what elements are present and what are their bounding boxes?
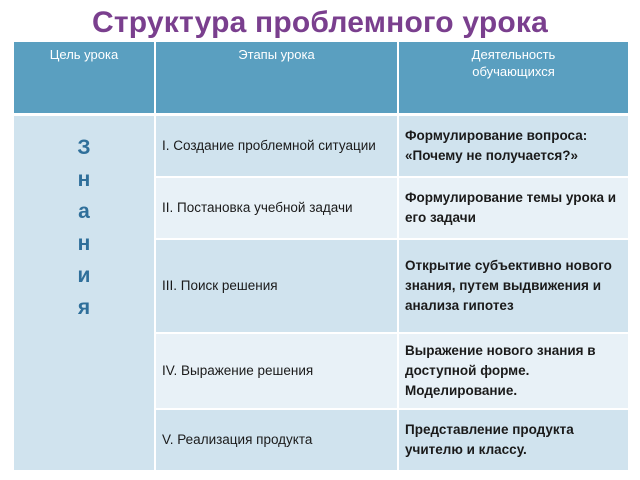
stage-cell — [155, 114, 398, 177]
goal-letter: а — [78, 199, 90, 223]
goal-letter: н — [77, 231, 91, 255]
header-goal: Цель урока — [14, 42, 155, 114]
stage-text: III. Поиск решения — [162, 277, 278, 293]
activity-cell — [398, 177, 628, 239]
activity-text: Формулирование темы урока и его задачи — [405, 189, 617, 225]
stage-cell — [155, 409, 398, 471]
slide-title: Структура проблемного урока — [91, 6, 548, 39]
lesson-structure-table — [14, 42, 628, 472]
goal-letter: я — [77, 295, 91, 319]
header-stages: Этапы урока — [155, 42, 398, 114]
header-activity: Деятельность обучающихся — [398, 42, 628, 114]
stage-cell — [155, 333, 398, 409]
stage-cell — [155, 239, 398, 333]
table-header-row — [14, 42, 628, 114]
goal-cell — [14, 114, 155, 471]
activity-text: Представление продукта учителю и классу. — [405, 421, 574, 457]
activity-cell — [398, 239, 628, 333]
stage-text: I. Создание проблемной ситуации — [162, 137, 376, 153]
activity-text: Выражение нового знания в доступной форме. Моделирование. — [405, 342, 596, 398]
goal-letter: и — [77, 263, 91, 287]
stage-cell — [155, 177, 398, 239]
stage-text: IV. Выражение решения — [162, 362, 314, 378]
activity-text: Открытие субъективно нового знания, путем выдвижения и анализа гипотез — [405, 257, 612, 313]
activity-text: Формулирование вопроса: «Почему не получается?» — [405, 127, 588, 163]
stage-text: V. Реализация продукта — [162, 431, 313, 447]
goal-letter: н — [77, 167, 91, 191]
table-row — [14, 114, 628, 177]
goal-letter: З — [77, 135, 91, 159]
stage-text: II. Постановка учебной задачи — [162, 199, 353, 215]
activity-cell — [398, 409, 628, 471]
activity-cell — [398, 114, 628, 177]
activity-cell — [398, 333, 628, 409]
